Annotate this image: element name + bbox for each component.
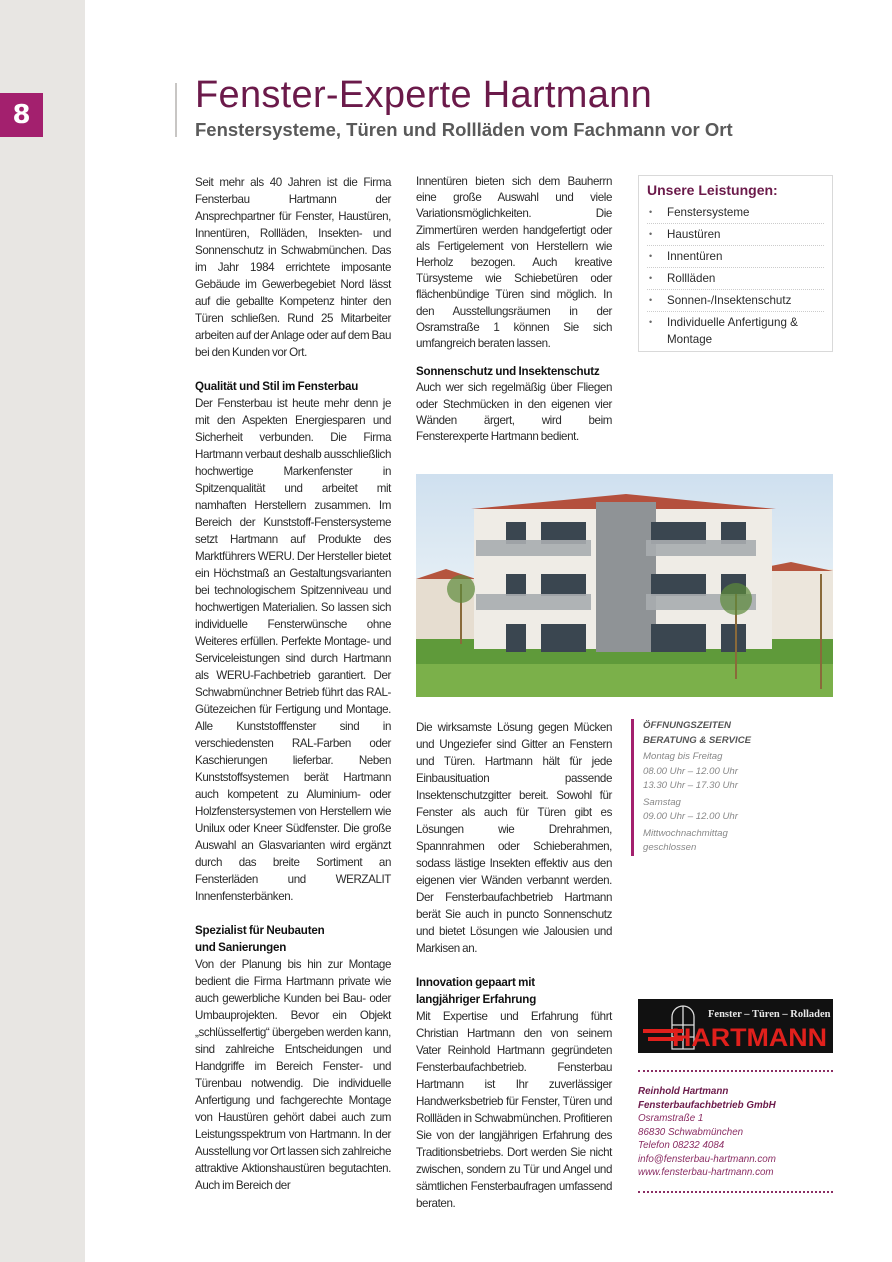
- hours-heading: BERATUNG & SERVICE: [643, 734, 752, 746]
- service-item: • Haustüren: [647, 224, 824, 246]
- column-1: [195, 174, 391, 1211]
- hours-saturday: Samstag: [643, 796, 681, 808]
- logo-tagline: Fenster – Türen – Rolladen: [708, 1009, 831, 1020]
- page-number: 8: [0, 93, 43, 137]
- section-heading: Sonnenschutz und Insektenschutz: [416, 365, 600, 379]
- logo-name: HARTMANN: [672, 1024, 827, 1052]
- section-heading: [416, 974, 612, 1008]
- hartmann-logo: [638, 999, 833, 1053]
- section-heading: Qualität und Stil im Fensterbau: [195, 380, 359, 393]
- column-2-top: [416, 174, 612, 470]
- contact-website[interactable]: www.fensterbau-hartmann.com: [638, 1167, 774, 1178]
- divider: [638, 1070, 833, 1072]
- heading-line: Spezialist für Neubauten: [195, 924, 325, 937]
- opening-hours: [631, 719, 831, 856]
- service-item: • Fenstersysteme: [647, 202, 824, 224]
- paragraph: Von der Planung bis hin zur Montage bedient die Firma Hartmann private wie auch gewerbliche Kunden bei Bau- oder Umbauprojekten. Bevor ein Objekt „schlüsselfertig“ übergeben werden kann, sind zahlreiche Entscheidungen und Handgriffe im Bereich Fenster- und Türenbau notwendig. Die individuelle Anfertigung und fachgerechte Montage von Haustüren gehört dabei auch zum Leistungsspektrum von Hartmann. In der Ausstellung vor Ort lassen sich zahlreiche attraktive Aktionshaustüren begutachten. Auch im Bereich der: [195, 958, 391, 1192]
- building-photo: [416, 474, 833, 697]
- heading-line: langjähriger Erfahrung: [416, 993, 537, 1006]
- contact-phone: Telefon 08232 4084: [638, 1140, 725, 1151]
- services-title: Unsere Leistungen:: [647, 182, 778, 198]
- contact-email[interactable]: info@fensterbau-hartmann.com: [638, 1153, 776, 1165]
- hours-wednesday: Mittwochnachmittag: [643, 827, 728, 839]
- paragraph: Der Fensterbau ist heute mehr denn je mit den Aspekten Energiesparen und Sicherheit verbunden. Die Firma Hartmann verbaut deshalb ausschließlich hochwertige Markenfenster in Spitzenqualität und arbeitet mit namhaften Herstellern zusammen. Im Bereich der Kunststoff-Fenstersysteme setzt Hartmann auf Produkte des Marktführers WERU. Der Hersteller bietet ein Höchstmaß an Gestaltungsvarianten bei technologischem Spitzenniveau und hochwertigen Materialien. So lassen sich individuelle Fensterwünsche ohne Weiteres erfüllen. Perfekte Montage- und Serviceleistungen sind durch Hartmann als WERU-Fachbetrieb garantiert. Der Schwabmünchner Betrieb führt das RAL-Gütezeichen für Fertigung und Montage. Alle Kunststofffenster sind in verschiedensten RAL-Farben oder Kaschierungen lieferbar. Neben Kunststoffsystemen berät Hartmann auch kompetent zu Aluminium- oder Holzfenstersystemen von Herstellern wie Unilux oder Kneer Südfenster. Die große Auswahl an Glasvarianten wird ergänzt durch das breite Sortiment an Fensterläden und WERZALIT Innenfensterbänken.: [195, 397, 391, 903]
- services-box: [638, 175, 833, 352]
- paragraph: Auch wer sich regelmäßig über Fliegen oder Stechmücken in den eigenen vier Wänden ärgert, wird beim Fensterexperte Hartmann bedient.: [416, 381, 612, 444]
- service-item: • Innentüren: [647, 246, 824, 268]
- paragraph: Seit mehr als 40 Jahren ist die Firma Fensterbau Hartmann der Ansprechpartner für Fenster, Haustüren, Innentüren, Rollläden, Insekten- und Sonnenschutz in Schwabmünchen. Das im Jahr 1984 errichtete imposante Gebäude im Gewerbegebiet Nord lässt auf die geballte Kompetenz hinter den Türen schließen. Rund 25 Mitarbeiter arbeiten auf der Anlage oder auf dem Bau bei den Kunden vor Ort.: [195, 176, 391, 359]
- page-margin-band: [0, 0, 85, 1262]
- hours-saturday-time: 09.00 Uhr – 12.00 Uhr: [643, 811, 738, 822]
- hours-weekday-am: 08.00 Uhr – 12.00 Uhr: [643, 765, 738, 777]
- column-2-bottom: [416, 719, 612, 1229]
- hours-weekday-pm: 13.30 Uhr – 17.30 Uhr: [643, 780, 738, 791]
- section-heading: [195, 922, 391, 956]
- contact-street: Osramstraße 1: [638, 1113, 704, 1124]
- contact-city: 86830 Schwabmünchen: [638, 1126, 744, 1138]
- paragraph: Innentüren bieten sich dem Bauherrn eine große Auswahl und viele Variationsmöglichkeiten. Die Zimmertüren werden handgefertigt oder als Fertigelement von Herstellern wie Herholz bezogen. Auch kreative Türsysteme wie Schiebetüren oder flächenbündige Türen sind möglich. In den Ausstellungsräumen in der Osramstraße 1 können Sie sich umfangreich beraten lassen.: [416, 175, 612, 351]
- title-divider: [175, 83, 177, 137]
- hours-heading: ÖFFNUNGSZEITEN: [643, 720, 731, 731]
- heading-line: und Sanierungen: [195, 941, 287, 954]
- service-item: • Sonnen-/Insektenschutz: [647, 290, 824, 312]
- divider: [638, 1191, 833, 1193]
- service-item: • Rollläden: [647, 268, 824, 290]
- paragraph: Mit Expertise und Erfahrung führt Christian Hartmann den von seinem Vater Reinhold Hartmann gegründeten Fensterbaufachbetrieb. Fensterbau Hartmann ist Ihr zuverlässiger Handwerksbetrieb für Fenster, Türen und Rollläden in Schwabmünchen. Profitieren Sie von der langjährigen Erfahrung des Traditionsbetriebs. Dort werden Sie nicht zwischen, sondern zu Tür und Angel und sämtlichen Fensterbaufragen umfassend beraten.: [416, 1010, 612, 1210]
- page-title: Fenster-Experte Hartmann: [195, 74, 653, 116]
- service-item: • Individuelle Anfertigung & Montage: [647, 312, 824, 350]
- contact-block: [638, 1085, 838, 1180]
- page-subtitle: Fenstersysteme, Türen und Rollläden vom Fachmann vor Ort: [195, 119, 733, 140]
- paragraph: Die wirksamste Lösung gegen Mücken und Ungeziefer sind Gitter an Fenstern und Türen. Hartmann hält für jede Einbausituation passende Insektenschutzgitter bereit. Sowohl für Fenster als auch für Türen gibt es Lösungen wie Drehrahmen, Spannrahmen oder Schieberahmen, sodass lästige Insekten effektiv aus den eigenen vier Wänden verbannt werden. Der Fensterbaufachbetrieb Hartmann berät Sie auch in puncto Sonnenschutz und bietet Lösungen wie Jalousien und Markisen an.: [416, 721, 612, 955]
- hours-wednesday-status: geschlossen: [643, 842, 697, 853]
- heading-line: Innovation gepaart mit: [416, 976, 535, 989]
- contact-name: Reinhold Hartmann: [638, 1086, 729, 1097]
- hours-weekday: Montag bis Freitag: [643, 751, 723, 762]
- contact-company: Fensterbaufachbetrieb GmbH: [638, 1099, 776, 1111]
